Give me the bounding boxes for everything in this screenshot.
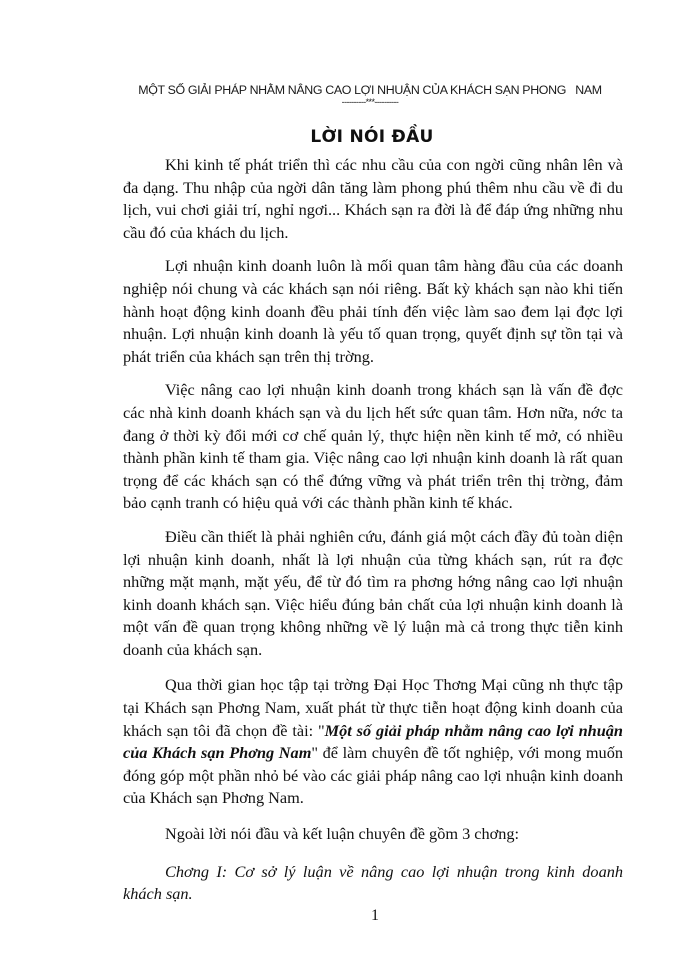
paragraph-5 xyxy=(123,674,623,810)
thesis-topic-title: Một số giải pháp nhằm nâng cao lợi nhuận của Khách sạn Phơng Nam xyxy=(123,720,623,763)
chapter-1-heading: Chơng I: Cơ sở lý luận về nâng cao lợi nhuận trong kinh doanh khách sạn. xyxy=(123,861,623,904)
paragraph-2: Lợi nhuận kinh doanh luôn là mối quan tâm hàng đầu của các doanh nghiệp nói chung và các khách sạn nói riêng. Bất kỳ khách sạn nào khi tiến hành hoạt động kinh doanh đều phải tính đến việc làm sao đem lại đợc lợi nhuận. Lợi nhuận kinh doanh là yếu tố quan trọng, quyết định sự tồn tại và phát triển của khách sạn trên thị trờng. xyxy=(123,256,623,366)
header-separator: ----------***---------- xyxy=(341,97,399,107)
running-header: MỘT SỐ GIẢI PHÁP NHẰM NÂNG CAO LỢI NHUẬN CỦA KHÁCH SẠN PHONG NAM xyxy=(138,83,602,97)
page-number: 1 xyxy=(371,907,379,924)
page-title: LỜI NÓI ĐẦU xyxy=(310,127,434,147)
paragraph-5-tail: " để làm chuyên đề tốt nghiệp, với mong muốn đóng góp một phần nhỏ bé vào các giải pháp nâng cao lợi nhuận kinh doanh của Khách sạn Phơng Nam. xyxy=(123,743,623,808)
paragraph-chapter-intro: Ngoài lời nói đầu và kết luận chuyên đề gồm 3 chơng: xyxy=(165,824,520,844)
paragraph-3: Việc nâng cao lợi nhuận kinh doanh trong khách sạn là vấn đề đợc các nhà kinh doanh khách sạn và du lịch hết sức quan tâm. Hơn nữa, nớc ta đang ở thời kỳ đổi mới cơ chế quản lý, thực hiện nền kinh tế mở, có nhiều thành phần kinh tế tham gia. Việc nâng cao lợi nhuận kinh doanh là rất quan trọng để các khách sạn có thể đứng vững và phát triển trên thị trờng, đảm bảo cạnh tranh có hiệu quả với các thành phần kinh tế khác. xyxy=(123,380,623,513)
paragraph-4: Điều cần thiết là phải nghiên cứu, đánh giá một cách đầy đủ toàn diện lợi nhuận kinh doanh, nhất là lợi nhuận của từng khách sạn, rút ra đợc những mặt mạnh, mặt yếu, để từ đó tìm ra phơng hớng nâng cao lợi nhuận kinh doanh khách sạn. Việc hiểu đúng bản chất của lợi nhuận kinh doanh là một vấn đề quan trọng không những về lý luận mà cả trong thực tiễn kinh doanh của khách sạn. xyxy=(123,526,623,659)
body-text xyxy=(123,154,623,917)
paragraph-1: Khi kinh tế phát triển thì các nhu cầu của con ngời cũng nhân lên và đa dạng. Thu nhập của ngời dân tăng làm phong phú thêm nhu cầu về đi du lịch, vui chơi giải trí, nghỉ ngơi... Khách sạn ra đời là để đáp ứng những nhu cầu đó của khách du lịch. xyxy=(123,155,623,242)
paragraph-5-lead: Qua thời gian học tập tại trờng Đại Học Thơng Mại cũng nh thực tập tại Khách sạn Phơng Nam, xuất phát từ thực tiễn hoạt động kinh doanh của khách sạn tôi đã chọn đề tài: " xyxy=(123,675,623,740)
